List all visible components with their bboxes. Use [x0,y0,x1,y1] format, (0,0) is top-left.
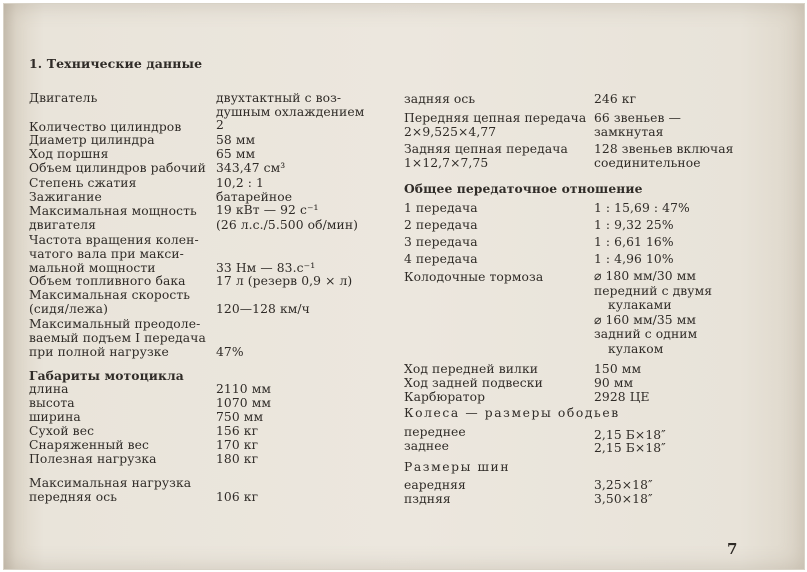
front-chain-value: 66 звеньев — [594,111,681,125]
compression-label: Степень сжатия [29,176,137,190]
bore-value: 58 мм [216,133,256,147]
ignition-label: Зажигание [29,190,102,204]
gear-label: 3 передача [404,235,478,249]
climb-label: Максимальный преодоле- [29,317,201,331]
tires-heading: Размеры шин [404,460,511,474]
rim-rear-label: заднее [404,439,449,453]
rim-front-label: переднее [404,425,466,439]
brakes-value: кулаком [608,342,664,356]
tire-front-value: 3,25×18″ [594,478,653,492]
ignition-value: батарейное [216,190,293,204]
displacement-label: Объем цилиндров рабочий [29,161,206,175]
book-page [3,3,805,570]
rear-chain-spec: 1×12,7×7,75 [404,156,489,170]
max-speed-label: (сидя/лежа) [29,302,108,316]
curb-weight-label: Снаряженный вес [29,438,150,452]
max-speed-label: Максимальная скорость [29,288,191,302]
rear-chain-value: соединительное [594,156,701,170]
brakes-value: задний с одним [594,327,698,341]
gear-value: 1 : 4,96 10% [594,252,674,266]
gear-value: 1 : 6,61 16% [594,235,674,249]
tire-rear-label: пздняя [404,492,451,506]
rim-rear-value: 2,15 Б×18″ [594,441,666,455]
rims-heading: Колеса — размеры ободьев [404,406,620,420]
max-power-value: 19 кВт — 92 с⁻¹ [216,203,319,217]
gear-value: 1 : 9,32 25% [594,218,674,232]
front-axle-value: 106 кг [216,490,259,504]
width-label: ширина [29,410,81,424]
gear-label: 4 передача [404,252,478,266]
brakes-value: кулаками [608,298,672,312]
rear-axle-label: задняя ось [404,92,476,106]
gear-ratio-heading: Общее передаточное отношение [404,181,643,196]
carburetor-label: Карбюратор [404,390,486,404]
max-power-value: (26 л.с./5.500 об/мин) [216,218,359,232]
engine-value: двухтактный с воз- [216,91,342,105]
dimensions-heading: Габариты мотоцикла [29,368,184,383]
rear-axle-value: 246 кг [594,92,637,106]
dry-weight-value: 156 кг [216,424,259,438]
rear-chain-value: 128 звеньев включая [594,142,734,156]
brakes-value: ⌀ 160 мм/35 мм [594,313,697,327]
tire-rear-value: 3,50×18″ [594,492,653,506]
carburetor-value: 2928 ЦЕ [594,390,650,404]
torque-value: 33 Нм — 83.с⁻¹ [216,261,316,275]
torque-label: Частота вращения колен- [29,233,199,247]
gear-value: 1 : 15,69 : 47% [594,201,690,215]
front-chain-value: замкнутая [594,125,664,139]
gear-label: 1 передача [404,201,478,215]
section-title: 1. Технические данные [29,56,203,71]
cylinders-label: Количество цилиндров [29,120,182,134]
width-value: 750 мм [216,410,264,424]
front-chain-spec: 2×9,525×4,77 [404,125,497,139]
bore-label: Диаметр цилиндра [29,133,155,147]
height-label: высота [29,396,75,410]
front-fork-label: Ход передней вилки [404,362,539,376]
displacement-value: 343,47 см³ [216,161,286,175]
rear-suspension-value: 90 мм [594,376,634,390]
stroke-label: Ход поршня [29,147,109,161]
stroke-value: 65 мм [216,147,256,161]
page-number: 7 [727,540,738,558]
compression-value: 10,2 : 1 [216,176,264,190]
brakes-value: передний с двумя [594,284,713,298]
brakes-label: Колодочные тормоза [404,270,544,284]
fuel-tank-value: 17 л (резерв 0,9 × л) [216,274,353,288]
engine-label: Двигатель [29,91,98,105]
max-speed-value: 120—128 км/ч [216,302,310,316]
front-chain-label: Передняя цепная передача [404,111,587,125]
payload-value: 180 кг [216,452,259,466]
payload-label: Полезная нагрузка [29,452,157,466]
rear-chain-label: Задняя цепная передача [404,142,568,156]
max-power-label: двигателя [29,218,97,232]
front-axle-label: передняя ось [29,490,117,504]
rear-suspension-label: Ход задней подвески [404,376,543,390]
curb-weight-value: 170 кг [216,438,259,452]
front-fork-value: 150 мм [594,362,642,376]
torque-label: мальной мощности [29,261,156,275]
climb-label: при полной нагрузке [29,345,169,359]
max-load-heading: Максимальная нагрузка [29,476,192,490]
length-label: длина [29,382,69,396]
cylinders-value: 2 [216,118,224,132]
climb-value: 47% [216,345,244,359]
climb-label: ваемый подъем I передача [29,331,206,345]
height-value: 1070 мм [216,396,272,410]
length-value: 2110 мм [216,382,272,396]
dry-weight-label: Сухой вес [29,424,95,438]
tire-front-label: еаредняя [404,478,466,492]
torque-label: чатого вала при макси- [29,247,184,261]
fuel-tank-label: Объем топливного бака [29,274,186,288]
gear-label: 2 передача [404,218,478,232]
engine-value: душным охлаждением [216,105,365,119]
max-power-label: Максимальная мощность [29,204,197,218]
brakes-value: ⌀ 180 мм/30 мм [594,269,697,283]
rim-front-value: 2,15 Б×18″ [594,428,666,442]
